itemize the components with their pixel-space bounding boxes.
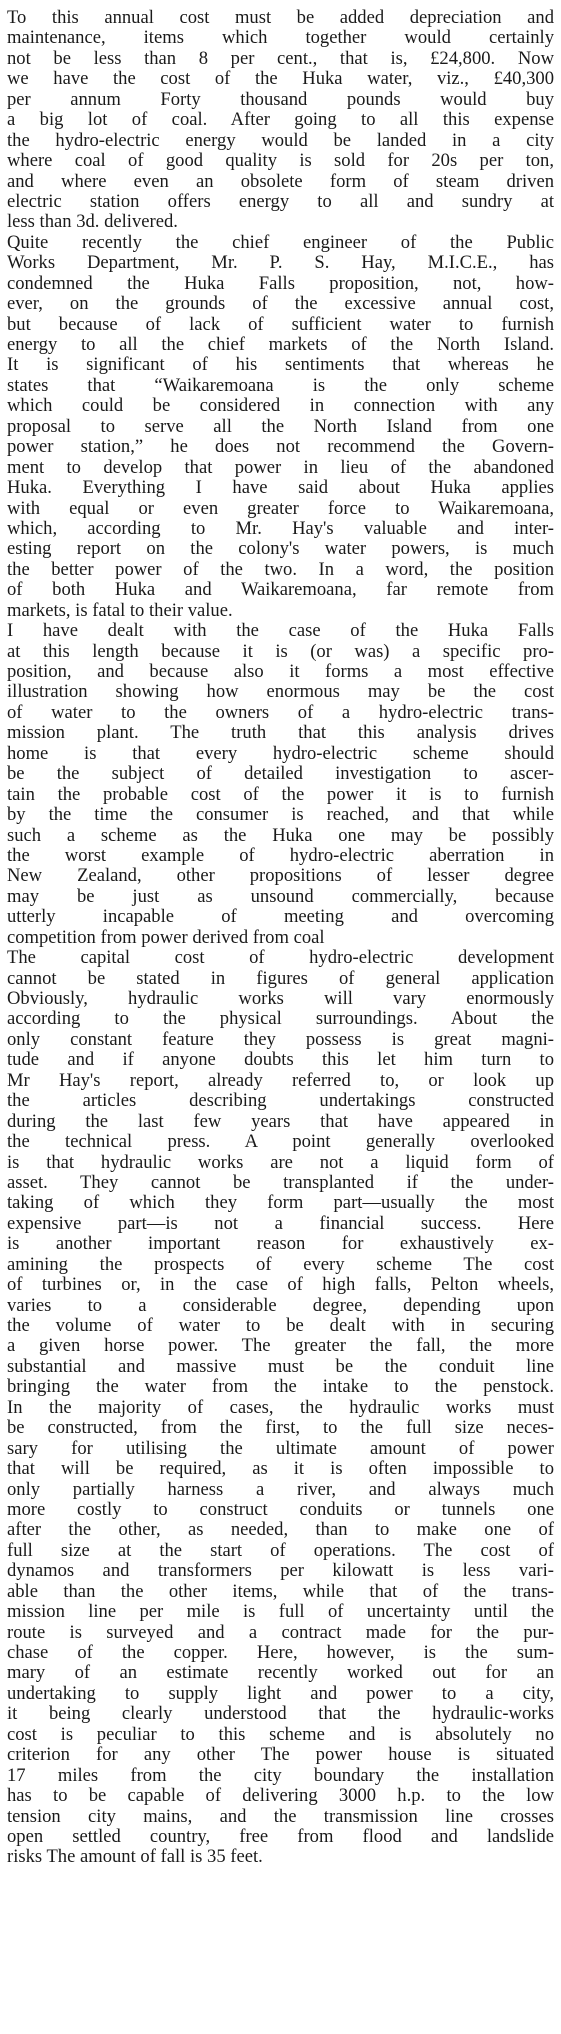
text-line: It is significant of his sentiments that whereas he [7, 354, 554, 376]
text-line: of both Huka and Waikaremoana, far remote from [7, 579, 554, 601]
text-line: full size at the start of operations. The cost of [7, 1539, 554, 1561]
text-line: such a scheme as the Huka one may be possibly [7, 824, 554, 846]
text-line: of turbines or, in the case of high falls, Pelton wheels, [7, 1274, 554, 1296]
text-line: ever, on the grounds of the excessive annual cost, [7, 293, 554, 315]
text-line: tension city mains, and the transmission line crosses [7, 1805, 554, 1827]
text-line: Works Department, Mr. P. S. Hay, M.I.C.E., has [7, 252, 554, 274]
text-line: be constructed, from the first, to the full size neces- [7, 1417, 554, 1439]
text-line: esting report on the colony's water powers, is much [7, 538, 554, 560]
text-line: criterion for any other The power house is situated [7, 1744, 554, 1766]
text-line: Huka. Everything I have said about Huka applies [7, 477, 554, 499]
text-line: substantial and massive must be the conduit line [7, 1355, 554, 1377]
paragraph-hay-report [7, 233, 554, 621]
text-line: chase of the copper. Here, however, is the sum- [7, 1642, 554, 1663]
text-line: bringing the water from the intake to the penstock. [7, 1376, 554, 1398]
text-line: markets, is fatal to their value. [7, 599, 233, 621]
text-line: open settled country, free from flood and landslide [7, 1825, 554, 1847]
text-line: that will be required, as it is often impossible to [7, 1458, 554, 1480]
text-line: utterly incapable of meeting and overcoming [7, 906, 554, 928]
text-line: the volume of water to be dealt with in securing [7, 1315, 554, 1336]
text-line: New Zealand, other propositions of lesser degree [7, 865, 554, 887]
text-line: power station,” he does not recommend the Govern- [7, 436, 554, 458]
text-line: has to be capable of delivering 3000 h.p. to the low [7, 1785, 554, 1807]
text-line: and where even an obsolete form of steam driven [7, 170, 554, 192]
text-line: taking of which they form part—usually the most [7, 1192, 554, 1214]
text-line: the technical press. A point generally overlooked [7, 1131, 554, 1153]
text-line: 17 miles from the city boundary the installation [7, 1764, 554, 1786]
text-line: the articles describing undertakings constructed [7, 1090, 554, 1112]
text-line: during the last few years that have appeared in [7, 1110, 554, 1132]
text-line: less than 3d. delivered. [7, 211, 178, 233]
text-line: position, and because also it forms a most effective [7, 661, 554, 682]
text-line: according to the physical surroundings. About the [7, 1008, 554, 1030]
text-line: be the subject of detailed investigation to ascer- [7, 763, 554, 785]
text-line: mary of an estimate recently worked out for an [7, 1662, 554, 1684]
text-line: electric station offers energy to all and sundry at [7, 190, 554, 212]
text-line: the better power of the two. In a word, the position [7, 558, 554, 580]
text-line: To this annual cost must be added depreciation and [7, 7, 554, 28]
text-line: Quite recently the chief engineer of the Public [7, 231, 554, 253]
text-line: a given horse power. The greater the fall, the more [7, 1335, 554, 1357]
paragraph-huka-falls-case [7, 621, 554, 948]
text-line: a big lot of coal. After going to all this expense [7, 109, 554, 131]
text-line: only constant feature they possess is great magni- [7, 1028, 554, 1050]
text-line: where coal of good quality is sold for 20s per ton, [7, 150, 554, 172]
text-line: expensive part—is not a financial success. Here [7, 1212, 554, 1234]
text-line: condemned the Huka Falls proposition, not, how- [7, 272, 554, 294]
text-line: mission line per mile is full of uncertainty until the [7, 1601, 554, 1623]
text-line: route is surveyed and a contract made for the pur- [7, 1621, 554, 1643]
text-line: competition from power derived from coal [7, 926, 325, 948]
text-line: states that “Waikaremoana is the only scheme [7, 374, 554, 396]
document-page [7, 8, 554, 1868]
text-line: home is that every hydro-electric scheme should [7, 742, 554, 764]
text-line: per annum Forty thousand pounds would buy [7, 88, 554, 110]
text-line: mission plant. The truth that this analysis drives [7, 722, 554, 744]
text-line: sary for utilising the ultimate amount of power [7, 1437, 554, 1459]
text-line: which could be considered in connection with any [7, 395, 554, 417]
text-line: risks The amount of fall is 35 feet. [7, 1846, 263, 1868]
text-line: In the majority of cases, the hydraulic works must [7, 1396, 554, 1418]
paragraph-depreciation [7, 8, 554, 233]
text-line: the hydro-electric energy would be landed in a city [7, 129, 554, 151]
text-line: cost is peculiar to this scheme and is absolutely no [7, 1723, 554, 1745]
text-line: ment to develop that power in lieu of the abandoned [7, 456, 554, 478]
text-line: energy to all the chief markets of the North Island. [7, 334, 554, 355]
text-line: we have the cost of the Huka water, viz., £40,300 [7, 68, 554, 90]
text-line: may be just as unsound commercially, because [7, 885, 554, 907]
text-line: cannot be stated in figures of general application [7, 967, 554, 989]
text-line: is another important reason for exhaustively ex- [7, 1233, 554, 1255]
text-line: The capital cost of hydro-electric development [7, 947, 554, 969]
text-line: amining the prospects of every scheme The cost [7, 1253, 554, 1275]
text-line: I have dealt with the case of the Huka Falls [7, 620, 554, 642]
text-line: varies to a considerable degree, depending upon [7, 1294, 554, 1316]
text-line: asset. They cannot be transplanted if the under- [7, 1171, 554, 1193]
text-line: is that hydraulic works are not a liquid form of [7, 1151, 554, 1173]
text-line: more costly to construct conduits or tunnels one [7, 1498, 554, 1520]
text-line: tude and if anyone doubts this let him turn to [7, 1049, 554, 1071]
text-line: it being clearly understood that the hydraulic-works [7, 1703, 554, 1725]
text-line: not be less than 8 per cent., that is, £24,800. Now [7, 47, 554, 69]
text-line: maintenance, items which together would certainly [7, 27, 554, 49]
text-line: of water to the owners of a hydro-electric trans- [7, 701, 554, 723]
text-line: illustration showing how enormous may be the cost [7, 681, 554, 703]
text-line: undertaking to supply light and power to a city, [7, 1682, 554, 1704]
text-line: by the time the consumer is reached, and that while [7, 804, 554, 826]
text-line: Mr Hay's report, already referred to, or look up [7, 1069, 554, 1091]
text-line: the worst example of hydro-electric aberration in [7, 844, 554, 866]
text-line: able than the other items, while that of the trans- [7, 1580, 554, 1602]
text-line: which, according to Mr. Hay's valuable and inter- [7, 517, 554, 539]
text-line: Obviously, hydraulic works will vary enormously [7, 988, 554, 1009]
text-line: but because of lack of sufficient water to furnish [7, 313, 554, 335]
text-line: after the other, as needed, than to make one of [7, 1519, 554, 1541]
text-line: tain the probable cost of the power it is to furnish [7, 783, 554, 805]
text-line: proposal to serve all the North Island from one [7, 415, 554, 437]
paragraph-capital-cost [7, 948, 554, 1868]
text-line: dynamos and transformers per kilowatt is less vari- [7, 1560, 554, 1582]
text-line: only partially harness a river, and always much [7, 1478, 554, 1500]
text-line: at this length because it is (or was) a specific pro- [7, 640, 554, 662]
text-line: with equal or even greater force to Waikaremoana, [7, 497, 554, 519]
